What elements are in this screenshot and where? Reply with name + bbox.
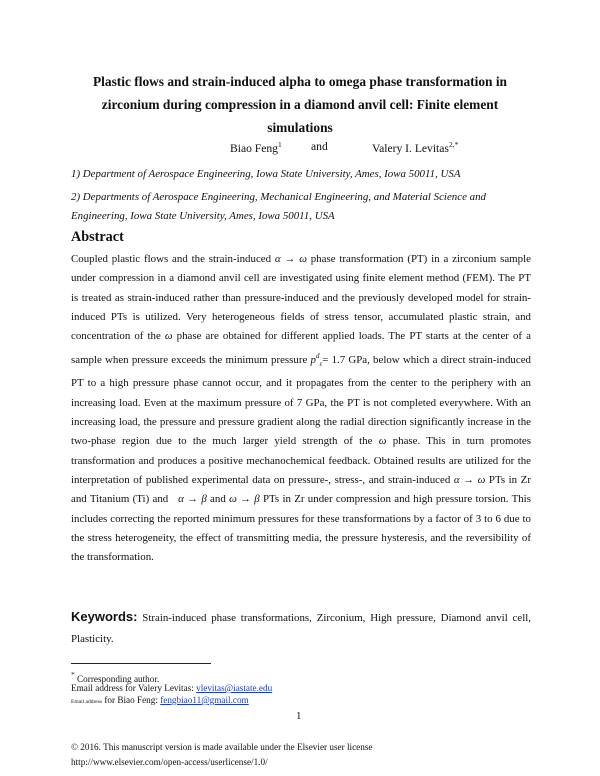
footnote-corresponding: [71, 670, 159, 684]
abstract-text: Coupled plastic flows and the strain-induced: [71, 253, 272, 265]
keywords-label: Keywords:: [71, 609, 138, 624]
footnote-text: Corresponding author.: [77, 674, 160, 684]
math-minimum-pressure: [310, 351, 323, 368]
math-alpha-to-omega: α → ω: [274, 253, 307, 265]
math-omega: ω: [164, 330, 173, 343]
math-alpha-to-beta: α → β: [178, 493, 207, 506]
abstract-text: , below which a direct strain-induced PT to a high pressure phase cannot occur, and it propagates from the center to the periphery with an increasing load. Even at the maximum pressure of 7 GPa, the PT is not completed everywhere. With an increasing load, the pressure and pressure gradient along the radial direction significantly increase in the two-phase region due to the much larger yield strength of the: [71, 353, 531, 448]
math-alpha-to-omega: α → ω: [453, 473, 486, 486]
footnote-email-tiny-label: Email address: [71, 699, 103, 705]
license-statement: © 2016. This manuscript version is made available under the Elsevier user license: [71, 742, 373, 752]
author-1-affiliation-mark: 1: [277, 140, 282, 149]
keywords-text: Strain-induced phase transformations, Zirconium, High pressure, Diamond anvil cell, Plasticity.: [71, 612, 531, 645]
affiliation-1: 1) Department of Aerospace Engineering, Iowa State University, Ames, Iowa 50011, USA: [71, 168, 461, 180]
footnote-divider: [71, 663, 211, 664]
author-2-affiliation-mark: 2,*: [448, 140, 459, 149]
footnote-mark: *: [71, 670, 75, 679]
license-url[interactable]: http://www.elsevier.com/open-access/userlicense/1.0/: [71, 757, 268, 767]
affiliation-2: 2) Departments of Aerospace Engineering, Mechanical Engineering, and Material Science and Engineering, Iowa State University, Ames, Iowa 50011, USA: [71, 191, 486, 222]
keywords: [71, 606, 531, 650]
math-pressure-value: = 1.7 GPa: [322, 353, 368, 366]
abstract-text: phase transformation (PT) in a zirconium sample under compression in a diamond anvil cell are investigated using finite element method (FEM). The PT is treated as strain-induced rather than pressure-induced and the previously developed model for strain-induced PTs is utilized. Very heterogeneous fields of stress tensor, accumulated plastic strain, and concentration of the: [71, 253, 531, 343]
math-omega-to-beta: ω → β: [229, 493, 260, 506]
math-omega: ω: [378, 435, 387, 448]
footnote-email-label: Email address for Valery Levitas:: [71, 683, 194, 693]
abstract-heading: Abstract: [71, 229, 124, 245]
abstract-text: phase are obtained for different applied loads. The PT starts at the center of a sample when pressure exceeds the minimum pressure: [71, 330, 531, 366]
footnote-email-feng: [71, 695, 249, 705]
math-p-superscript: d: [315, 351, 320, 360]
author-1: Biao Feng$^1$: [230, 140, 282, 155]
author-2: Valery I. Levitas$^{2,*}$: [372, 140, 459, 155]
abstract-body: [71, 250, 531, 568]
abstract-text: PTs in Zr under compression and high pressure torsion. This includes correcting the reported minimum pressures for these transformations by a factor of 3 to 6 due to the stress heterogeneity, the effect of transmitting media, the pressure hysteresis, and the reversibility of the transformation.: [71, 493, 531, 564]
paper-title: Plastic flows and strain-induced alpha to omega phase transformation in zirconium during compression in a diamond anvil cell: Finite element simulations: [92, 74, 508, 135]
email-link-levitas[interactable]: vlevitas@iastate.edu: [196, 683, 273, 693]
abstract-text: and: [210, 493, 226, 506]
email-link-feng[interactable]: fengbiao11@gmail.com: [160, 695, 249, 705]
page-number: 1: [296, 710, 302, 722]
abstract-text: phase. This in turn promotes transformation and produces a positive mechanochemical feedback. Obtained results are utilized for the interpretation of published experimental data on pressure-, stress-, and strain-induced: [71, 435, 531, 486]
footnote-email-label: for Biao Feng:: [104, 695, 158, 705]
author-conjunction: and: [311, 140, 328, 153]
math-p-subscript: ε: [319, 359, 323, 368]
math-p: p: [310, 353, 316, 366]
footnote-email-levitas: [71, 683, 272, 693]
abstract-text: PTs in Zr and Titanium (Ti) and: [71, 473, 531, 506]
